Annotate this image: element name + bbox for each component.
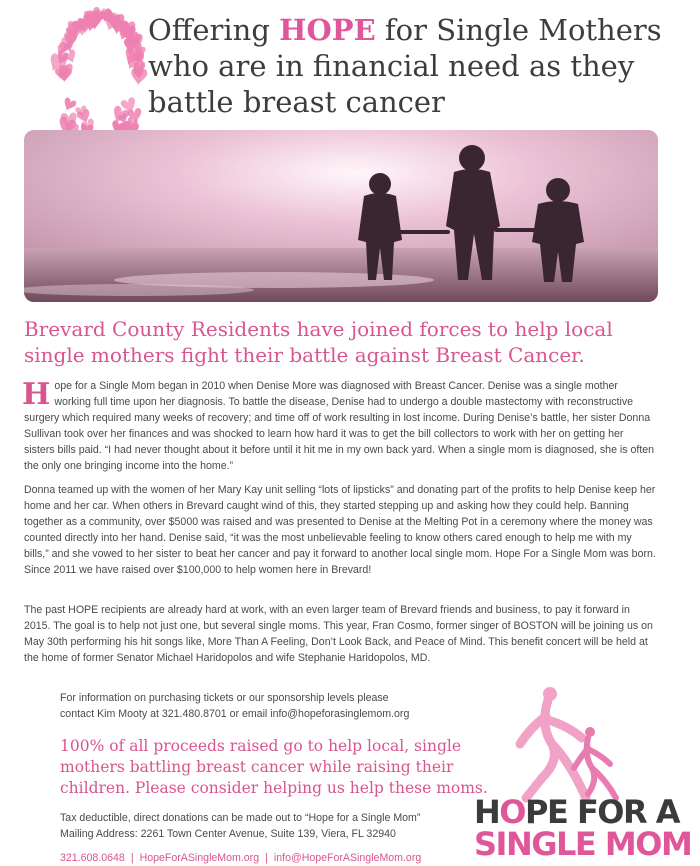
headline-part2: for Single Mothers who are in financial need as they battle breast cancer (148, 13, 662, 119)
drop-cap: H (22, 377, 51, 412)
mailing-address: Mailing Address: 2261 Town Center Avenue, Suite 139, Viera, FL 32940 (60, 828, 396, 840)
donation-info (60, 810, 490, 842)
article-paragraph-1-text: ope for a Single Mom began in 2010 when Denise More was diagnosed with Breast Cancer. Denise was a single mother working full time upon her diagnosis. To battle the disease, Denise had to undergo a double mastectomy with reconstructive surgery which required many weeks of recovery; and time off of work resulting in lost income. During Denise’s battle, her sister Donna Sullivan took over her finances and was shocked to learn how hard it was to get the bill collectors to work with her on getting her sisters bills paid. “I had never thought about it before until it hit me in my own back yard. When a single mom is diagnosed, she is often the only one bringing income into the home.” (24, 380, 655, 472)
phone-number[interactable]: 321.608.0648 (60, 852, 125, 864)
logo-ribbon-o: O (499, 793, 525, 831)
runners-logo-art (490, 686, 670, 806)
website-link[interactable]: HopeForASingleMom.org (139, 852, 260, 864)
email-link[interactable]: info@HopeForASingleMom.org (273, 852, 422, 864)
logo-text-line-2: SINGLE MOM (474, 825, 692, 863)
logo-letter-h: H (474, 793, 500, 831)
headline-hope: HOPE (279, 13, 376, 47)
proceeds-callout: 100% of all proceeds raised go to help local, single mothers battling breast cancer while raising their children. Please consider helping us help these moms. (60, 737, 488, 797)
separator: | (130, 852, 134, 864)
contact-footer (60, 851, 480, 865)
donation-info-line-1: Tax deductible, direct donations can be made out to “Hope for a Single Mom” (60, 812, 421, 824)
subheadline: Brevard County Residents have joined forces to help local single mothers fight their battle against Breast Cancer. (24, 317, 613, 367)
ticket-info-line-1: For information on purchasing tickets or our sponsorship levels please (60, 692, 389, 704)
mother-children-beach-photo (24, 130, 658, 302)
ticket-info-line-2: contact Kim Mooty at 321.480.8701 or email info@hopeforasinglemom.org (60, 708, 410, 720)
headline-part1: Offering (148, 13, 280, 47)
logo-text-rest: PE FOR A (524, 793, 680, 831)
article-paragraph-1 (24, 378, 656, 474)
separator: | (265, 852, 268, 864)
ticket-info (60, 690, 490, 722)
article-paragraph-2: Donna teamed up with the women of her Mary Kay unit selling “lots of lipsticks” and donating part of the profits to help Denise keep her home and her car. When others in Brevard caught wind of this, they started stepping up and asking how they could help. Banning together as a community, over $5000 was raised and was presented to Denise at the Melting Pot in a ceremony where the money was counted directly into her hand. Denise said, “it was the most unbelievable feeling to know others cared enough to help me with my bills,” and she vowed to her sister to beat her cancer and pay it forward to another local single mom. Hope For a Single Mom was born. Since 2011 we have raised over $100,000 to help women here in Brevard! (24, 484, 656, 576)
page-headline (148, 12, 688, 120)
logo-text-line-1 (474, 793, 694, 831)
article-paragraph-3: The past HOPE recipients are already hard at work, with an even larger team of Brevard friends and business, to pay it forward in 2015. The goal is to help not just one, but several single moms. This year, Fran Cosmo, former singer of BOSTON will be joining us on May 30th performing his hit songs like, More Than A Feeling, Don’t Look Back, and Peace of Mind. This benefit concert will be held at the home of former Senator Michael Haridopolos and wife Stephanie Haridopolos, MD. (24, 604, 653, 664)
